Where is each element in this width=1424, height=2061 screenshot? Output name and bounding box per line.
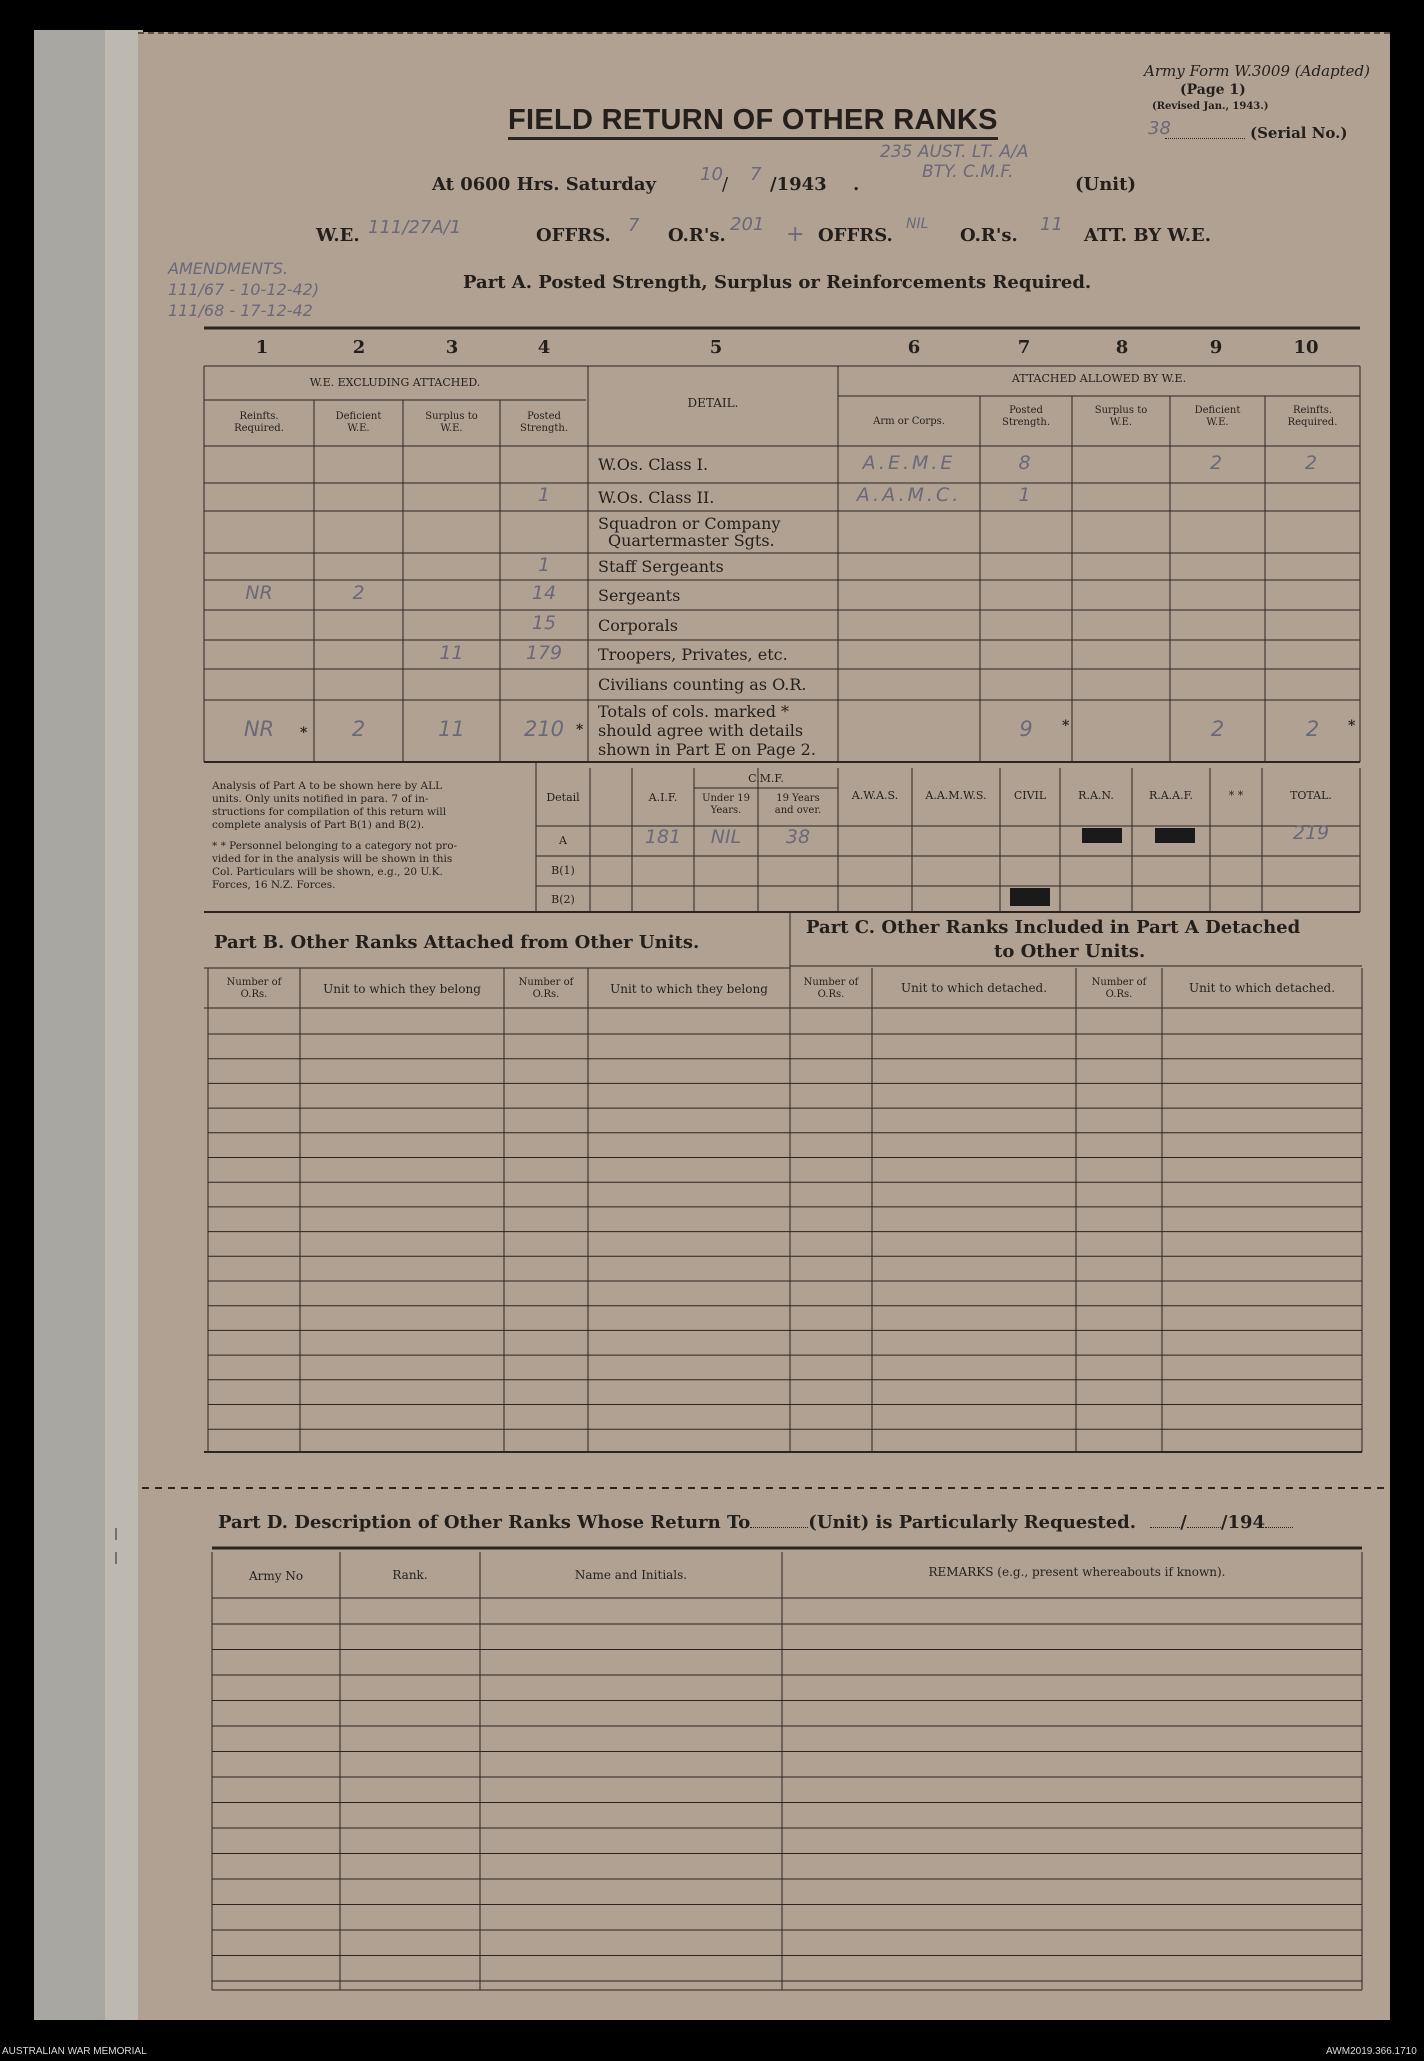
ors2-label: O.R's.: [960, 225, 1018, 246]
column-number: 3: [445, 337, 459, 358]
offrs2-value: NIL: [906, 216, 929, 232]
detached-unit-header: Unit to which detached.: [900, 981, 1048, 995]
entry-a_def: 2: [1209, 451, 1226, 474]
header-line: 19 Years: [776, 793, 820, 804]
entry-posted: 179: [525, 641, 563, 664]
detail-header: DETAIL.: [687, 396, 739, 410]
column-number: 6: [907, 337, 921, 358]
header-remarks: REMARKS (e.g., present whereabouts if known).: [928, 1565, 1226, 1579]
cmf-header: C.M.F.: [748, 772, 784, 785]
note1-line: complete analysis of Part B(1) and B(2).: [212, 819, 425, 831]
entry-posted: 14: [531, 582, 557, 604]
ran-header: R.A.N.: [1078, 789, 1114, 802]
serial-value: 38: [1148, 118, 1171, 139]
totals-label: [598, 702, 816, 759]
number-ors-header: [208, 977, 300, 1001]
page-number: (Page 1): [1180, 82, 1246, 98]
header-line: Years.: [710, 805, 742, 816]
form-number: Army Form W.3009: [1144, 62, 1291, 80]
totals-line: should agree with details: [598, 721, 804, 740]
header-line: O.Rs.: [817, 989, 845, 1000]
detail-label: [598, 515, 781, 549]
entry-arm: A.A.M.C.: [856, 484, 962, 506]
date-year: /1943: [770, 174, 827, 195]
header-line: W.E.: [347, 423, 370, 434]
redaction-civil: [1010, 888, 1050, 906]
header-name: Name and Initials.: [574, 1568, 688, 1582]
aamws-header: A.A.M.W.S.: [925, 789, 987, 802]
header-line: Reinfts.: [1292, 405, 1333, 416]
column-number: 8: [1115, 337, 1129, 358]
star-marker: *: [1062, 718, 1070, 734]
column-number: 10: [1293, 337, 1319, 358]
detail-line: W.Os. Class II.: [598, 487, 715, 507]
time-label: At 0600 Hrs. Saturday: [432, 174, 657, 195]
amendments-heading: AMENDMENTS.: [168, 259, 289, 278]
header-line: Surplus to: [425, 411, 478, 422]
analysis-row-label: B(1): [551, 864, 575, 877]
analysis-note: [212, 780, 534, 892]
star-marker: *: [1348, 718, 1356, 734]
column-number: 7: [1017, 337, 1031, 358]
offrs2-label: OFFRS.: [818, 225, 893, 246]
header-line: Number of: [226, 977, 282, 988]
header-line: Reinfts.: [239, 411, 279, 422]
date-sep: /: [722, 174, 729, 195]
header-line: W.E.: [440, 423, 463, 434]
detail-line: Corporals: [598, 615, 678, 635]
footer-left: AUSTRALIAN WAR MEMORIAL: [2, 2046, 147, 2057]
column-number: 2: [352, 337, 366, 358]
detail-line: Troopers, Privates, etc.: [598, 645, 788, 664]
right-col-header: [1265, 405, 1360, 429]
entry-a_reinf: 2: [1304, 451, 1321, 474]
redaction-ran: [1082, 828, 1122, 843]
total-surplus: 11: [438, 717, 465, 741]
entry-arm: A.E.M.E: [862, 451, 956, 474]
header-line: W.E.: [1109, 417, 1133, 428]
total-a_reinf: 2: [1305, 717, 1320, 741]
unit-label: (Unit): [1075, 174, 1136, 195]
analysis-row-label: A: [559, 834, 567, 847]
form-adapted: (Adapted): [1294, 62, 1370, 80]
group-right-header: ATTACHED ALLOWED BY W.E.: [1011, 372, 1187, 385]
left-col-header: [314, 411, 403, 435]
totals-line: Totals of cols. marked *: [598, 702, 790, 721]
ors-value: 201: [730, 214, 765, 235]
detail-label: [598, 558, 724, 575]
civil-header: CIVIL: [1013, 789, 1047, 802]
header-line: Number of: [518, 977, 574, 988]
footer-right: AWM2019.366.1710: [1326, 2046, 1417, 2057]
part-c-heading-1: Part C. Other Ranks Included in Part A Detached: [806, 917, 1301, 938]
total-def: 2: [351, 717, 366, 741]
detail-line: W.Os. Class I.: [598, 455, 709, 474]
total-reinf: NR: [243, 717, 275, 741]
note2-line: Forces, 16 N.Z. Forces.: [212, 879, 336, 891]
number-ors-header: [1076, 977, 1162, 1001]
column-number: 1: [255, 337, 269, 358]
total-value: 219: [1292, 822, 1330, 844]
right-col-header: [838, 416, 980, 428]
header-line: Strength.: [519, 423, 569, 434]
ors-label: O.R's.: [668, 225, 726, 246]
plus-sign: +: [786, 222, 805, 247]
detail-line: Staff Sergeants: [598, 557, 724, 576]
header-line: Deficient: [335, 411, 382, 422]
entry-posted: 15: [531, 612, 557, 634]
header-line: Required.: [234, 423, 284, 434]
entry-reinf: NR: [245, 582, 273, 604]
part-d-heading-b: (Unit) is Particularly Requested.: [808, 1512, 1137, 1533]
unit-header: Unit to which they belong: [323, 982, 481, 996]
header-rank: Rank.: [392, 1568, 428, 1582]
header-line: Required.: [1287, 417, 1338, 428]
analysis-detail-header: Detail: [546, 791, 580, 804]
column-number: 5: [709, 337, 723, 358]
part-d-heading-c: /194: [1220, 1512, 1266, 1533]
header-line: Posted: [527, 411, 561, 422]
over19-value: 38: [785, 826, 811, 848]
note2-line: * * Personnel belonging to a category not pro-: [212, 840, 458, 852]
group-left-header: W.E. EXCLUDING ATTACHED.: [309, 376, 481, 389]
left-col-header: [500, 411, 588, 435]
entry-posted: 1: [537, 553, 551, 576]
detail-label: [598, 646, 788, 663]
note1-line: Analysis of Part A to be shown here by ALL: [212, 780, 443, 792]
header-line: Under 19: [702, 793, 750, 804]
entry-surplus: 11: [439, 641, 464, 664]
other-category-header: * *: [1228, 789, 1244, 802]
detail-line: Sergeants: [598, 585, 681, 605]
under19-header: [694, 793, 758, 817]
header-line: Surplus to: [1094, 405, 1148, 416]
note1-line: structions for compilation of this return will: [212, 806, 447, 818]
note1-line: units. Only units notified in para. 7 of in-: [212, 793, 429, 805]
header-line: Strength.: [1001, 417, 1051, 428]
star-marker: *: [576, 722, 584, 738]
detail-line: Civilians counting as O.R.: [598, 675, 807, 694]
unit-header: Unit to which they belong: [610, 982, 768, 996]
we-label: W.E.: [316, 225, 360, 246]
raaf-header: R.A.A.F.: [1148, 789, 1194, 802]
entry-def: 2: [352, 582, 365, 604]
analysis-row-label: B(2): [551, 893, 575, 906]
detail-label: [598, 489, 714, 506]
right-col-header: [1072, 405, 1170, 429]
header-line: O.Rs.: [532, 989, 560, 1000]
revised-note: (Revised Jan., 1943.): [1152, 101, 1269, 112]
total-posted: 210: [523, 717, 565, 741]
note2-line: Col. Particulars will be shown, e.g., 20 U.K.: [212, 866, 443, 878]
part-d-heading: Part D. Description of Other Ranks Whose Return To (Unit) is Particularly Requested. / /194: [218, 1512, 1293, 1533]
note2-line: vided for in the analysis will be shown in this: [212, 853, 453, 865]
redaction-raaf: [1155, 828, 1195, 843]
header-army-no: Army No: [248, 1569, 304, 1583]
unit-line-1: 235 AUST. LT. A/A: [880, 142, 1029, 162]
column-number: 9: [1209, 337, 1223, 358]
header-line: Number of: [803, 977, 859, 988]
over19-header: [758, 793, 838, 817]
we-value: 111/27A/1: [368, 217, 462, 238]
right-col-header: [980, 405, 1072, 429]
date-day: 10: [700, 164, 723, 185]
offrs-value: 7: [628, 215, 640, 236]
total-a_posted: 9: [1019, 717, 1033, 741]
date-month: 7: [750, 164, 762, 185]
header-line: Posted: [1009, 405, 1043, 416]
totals-line: shown in Part E on Page 2.: [598, 740, 816, 759]
detail-line: Squadron or Company: [598, 514, 781, 533]
detail-label: [598, 587, 680, 604]
left-col-header: [204, 411, 314, 435]
star-marker: *: [300, 725, 308, 741]
unit-line-2: BTY. C.M.F.: [922, 162, 1014, 182]
detail-label: [598, 676, 807, 693]
entry-a_posted: 1: [1018, 484, 1034, 506]
date-dot: .: [853, 174, 860, 195]
number-ors-header: [504, 977, 588, 1001]
part-d-heading-a: Part D. Description of Other Ranks Whose Return To: [218, 1512, 751, 1533]
att-label: ATT. BY W.E.: [1084, 225, 1212, 246]
total-a_def: 2: [1210, 717, 1225, 741]
part-c-heading-2: to Other Units.: [994, 941, 1146, 962]
entry-a_posted: 8: [1018, 451, 1034, 474]
header-line: O.Rs.: [240, 989, 268, 1000]
amendment-2: 111/68 - 17-12-42: [168, 301, 313, 320]
detail-label: [598, 617, 678, 634]
header-line: and over.: [774, 805, 822, 816]
aif-header: A.I.F.: [648, 791, 678, 804]
offrs-label: OFFRS.: [536, 225, 611, 246]
number-ors-header: [790, 977, 872, 1001]
header-line: Number of: [1091, 977, 1147, 988]
header-line: Arm or Corps.: [873, 416, 945, 427]
entry-posted: 1: [537, 484, 551, 506]
detail-line: Quartermaster Sgts.: [608, 531, 775, 550]
aif-value: 181: [644, 826, 682, 848]
form-title: FIELD RETURN OF OTHER RANKS: [508, 104, 998, 140]
right-col-header: [1170, 405, 1265, 429]
header-line: W.E.: [1206, 417, 1229, 428]
header-line: O.Rs.: [1105, 989, 1133, 1000]
total-header: TOTAL.: [1290, 789, 1332, 802]
detail-label: [598, 456, 708, 473]
part-a-heading: Part A. Posted Strength, Surplus or Reinforcements Required.: [463, 272, 1092, 293]
under19-value: NIL: [710, 826, 742, 848]
amendment-1: 111/67 - 10-12-42): [168, 280, 320, 299]
column-number: 4: [537, 337, 551, 358]
detached-unit-header: Unit to which detached.: [1188, 981, 1336, 995]
header-line: Deficient: [1194, 405, 1241, 416]
part-b-heading: Part B. Other Ranks Attached from Other Units.: [214, 932, 700, 953]
serial-label: (Serial No.): [1250, 124, 1348, 142]
left-col-header: [403, 411, 500, 435]
ors2-value: 11: [1040, 214, 1063, 235]
awas-header: A.W.A.S.: [851, 789, 899, 802]
